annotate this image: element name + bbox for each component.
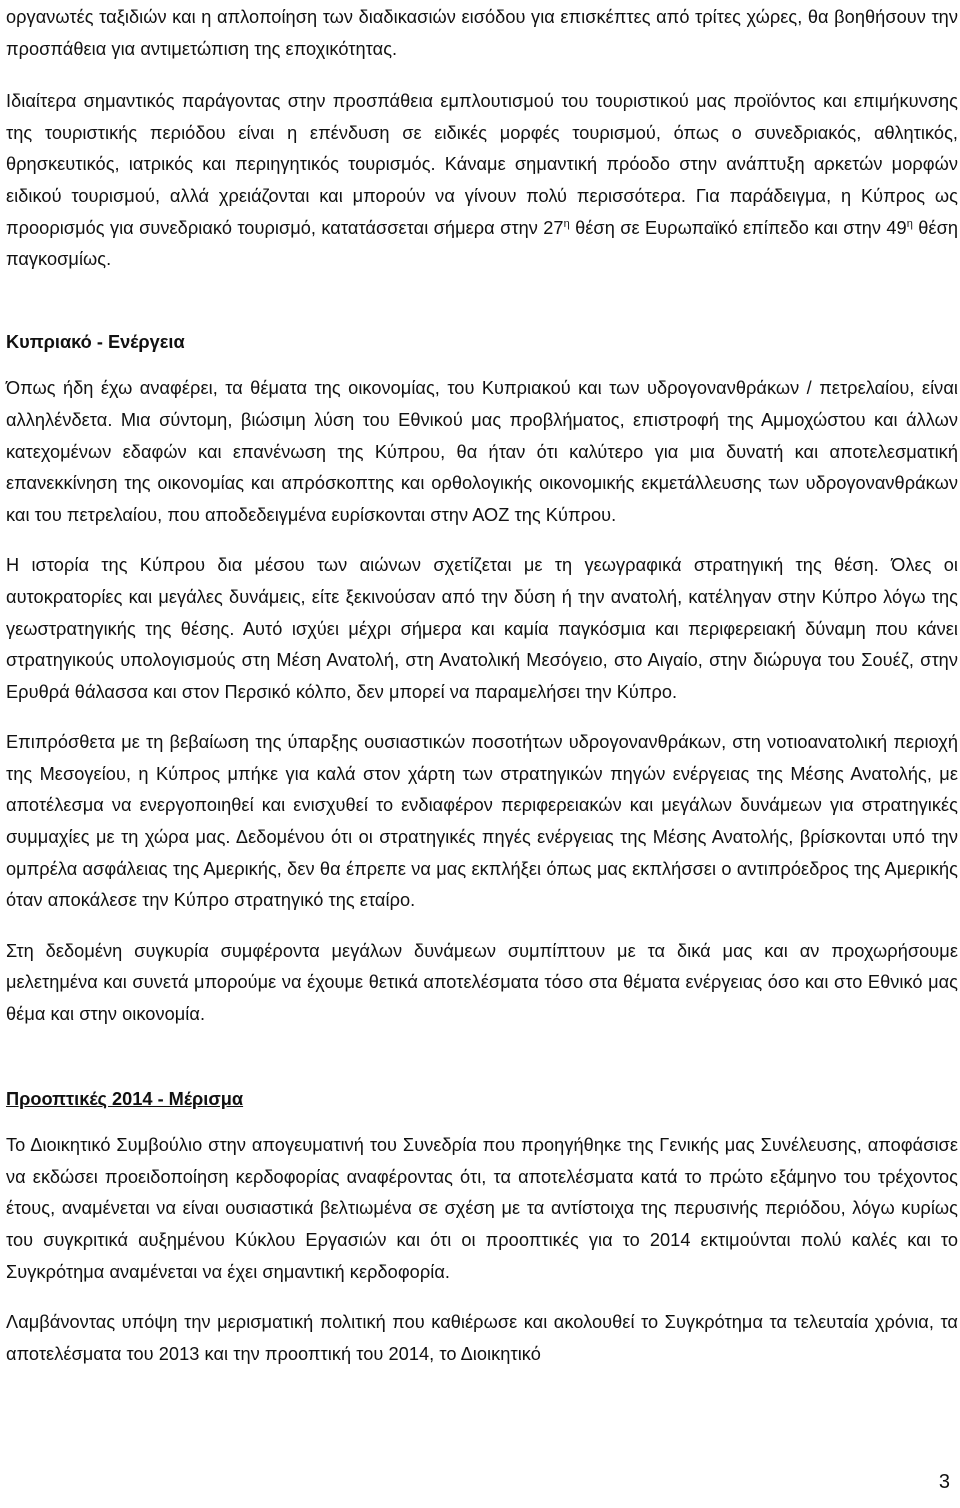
paragraph-economy-link: Όπως ήδη έχω αναφέρει, τα θέματα της οικονομίας, του Κυπριακού και των υδρογονανθράκων / πετρελαίου, είναι αλληλένδετα. Μια σύντομη, βιώσιμη λύση του Εθνικού μας προβλήματος, επιστροφή της Αμμοχώστου και άλλων κατεχομένων εδαφών και επανένωση της Κύπρου, θα ήταν ότι καλύτερο για μια δυνατή και αποτελεσματική επανεκκίνηση της οικονομίας και απρόσκοπτης και ορθολογικής οικονομικής εκμετάλλευσης των υδρογονανθράκων και του πετρελαίου, που αποδεδειγμένα ευρίσκονται στην ΑΟΖ της Κύπρου. xyxy=(6,378,958,525)
ordinal-superscript: η xyxy=(563,217,570,230)
paragraph-hydrocarbons: Επιπρόσθετα με τη βεβαίωση της ύπαρξης ουσιαστικών ποσοτήτων υδρογονανθράκων, στη νοτιοανατολική περιοχή της Μεσογείου, η Κύπρος μπήκε για καλά στον χάρτη των στρατηγικών πηγών ενέργειας της Μέσης Ανατολής, με αποτέλεσμα να ενεργοποιηθεί και ενισχυθεί το ενδιαφέρον περιφερειακών και μεγάλων δυνάμεων για στρατηγικές συμμαχίες με τη χώρα μας. Δεδομένου ότι οι στρατηγικές πηγές ενέργειας της Μέσης Ανατολής, βρίσκονται υπό την ομπρέλα ασφάλειας της Αμερικής, δεν θα έπρεπε να μας εκπλήξει όπως μας εκπλήσσει ο αντιπρόεδρος της Αμερικής όταν αποκάλεσε την Κύπρο στρατηγικό της εταίρο. xyxy=(6,732,958,911)
paragraph-board-decision: Το Διοικητικό Συμβούλιο στην απογευματινή του Συνεδρία που προηγήθηκε της Γενικής μας Συνέλευσης, αποφάσισε να εκδώσει προειδοποίηση κερδοφορίας αναφέροντας ότι, τα αποτελέσματα κατά το πρώτο εξάμηνο του τρέχοντος έτους, αναμένεται να είναι ουσιαστικά βελτιωμένα σε σχέση με τα αντίστοιχα της περυσινής περιόδου, λόγω κυρίως του συγκριτικά αυξημένου Κύκλου Εργασιών και ότι οι προοπτικές για το 2014 εκτιμούνται πολύ καλές και το Συγκρότημα αναμένεται να έχει σημαντική κερδοφορία. xyxy=(6,1135,958,1282)
paragraph-dividend-policy: Λαμβάνοντας υπόψη την μερισματική πολιτική που καθιέρωσε και ακολουθεί το Συγκρότημα τα τελευταία χρόνια, τα αποτελέσματα του 2013 και την προοπτική του 2014, το Διοικητικό xyxy=(6,1312,958,1364)
paragraph-special-tourism-text-c: θέση παγκοσμίως. xyxy=(6,217,959,270)
page-number: 3 xyxy=(938,1471,950,1493)
paragraph-special-tourism-text-b: θέση σε Ευρωπαϊκό επίπεδο και στην 49 xyxy=(569,217,907,238)
paragraph-special-tourism-text-a: Ιδιαίτερα σημαντικός παράγοντας στην προσπάθεια εμπλουτισμού του τουριστικού μας προϊόντος και επιμήκυνσης της τουριστικής περιόδου είναι η επένδυση σε ειδικές μορφές τουρισμού, όπως ο συνεδριακός, αθλητικός, θρησκευτικός, ιατρικός και περιηγητικός τουρισμός. Κάναμε σημαντική πρόοδο στην ανάπτυξη αρκετών μορφών ειδικού τουρισμού, αλλά χρειάζονται και μπορούν να γίνουν πολύ περισσότερα. Για παράδειγμα, η Κύπρος ως προορισμός για συνεδριακό τουρισμό, κατατάσσεται σήμερα στην 27 xyxy=(6,91,958,238)
section-heading-prospects xyxy=(6,1084,958,1116)
paragraph-history: Η ιστορία της Κύπρου δια μέσου των αιώνων σχετίζεται με τη γεωγραφικά στρατηγική της θέση. Όλες οι αυτοκρατορίες και μεγάλες δυνάμεις, είτε ξεκινούσαν από την δύση ή την ανατολή, κατέληγαν στην Κύπρο λόγω της γεωστρατηγικής της θέσης. Αυτό ισχύει μέχρι σήμερα και καμία παγκόσμια και περιφερειακή δύναμη που κάνει στρατηγικούς υπολογισμούς στη Μέση Ανατολή, στη Ανατολική Μεσόγειο, στο Αιγαίο, στην διώρυγα του Σουέζ, στην Ερυθρά θάλασσα και στον Περσικό κόλπο, δεν μπορεί να παραμελήσει την Κύπρο. xyxy=(6,555,958,702)
section-heading-prospects-text: Προοπτικές 2014 - Μέρισμα xyxy=(6,1088,244,1109)
ordinal-superscript: η xyxy=(906,217,913,230)
document-page xyxy=(6,0,958,1370)
paragraph-interests: Στη δεδομένη συγκυρία συμφέροντα μεγάλων δυνάμεων συμπίπτουν με τα δικά μας και αν προχωρήσουμε μελετημένα και συνετά μπορούμε να έχουμε θετικά αποτελέσματα τόσο στα θέματα ενέργειας όσο και στο Εθνικό μας θέμα και στην οικονομία. xyxy=(6,940,958,1025)
paragraph-special-tourism xyxy=(6,86,958,276)
paragraph-seasonality: οργανωτές ταξιδιών και η απλοποίηση των διαδικασιών εισόδου για επισκέπτες από τρίτες χώρες, θα βοηθήσουν την προσπάθεια για αντιμετώπιση της εποχικότητας. xyxy=(6,7,958,59)
section-heading-cyprus-energy: Κυπριακό - Ενέργεια xyxy=(6,331,185,352)
